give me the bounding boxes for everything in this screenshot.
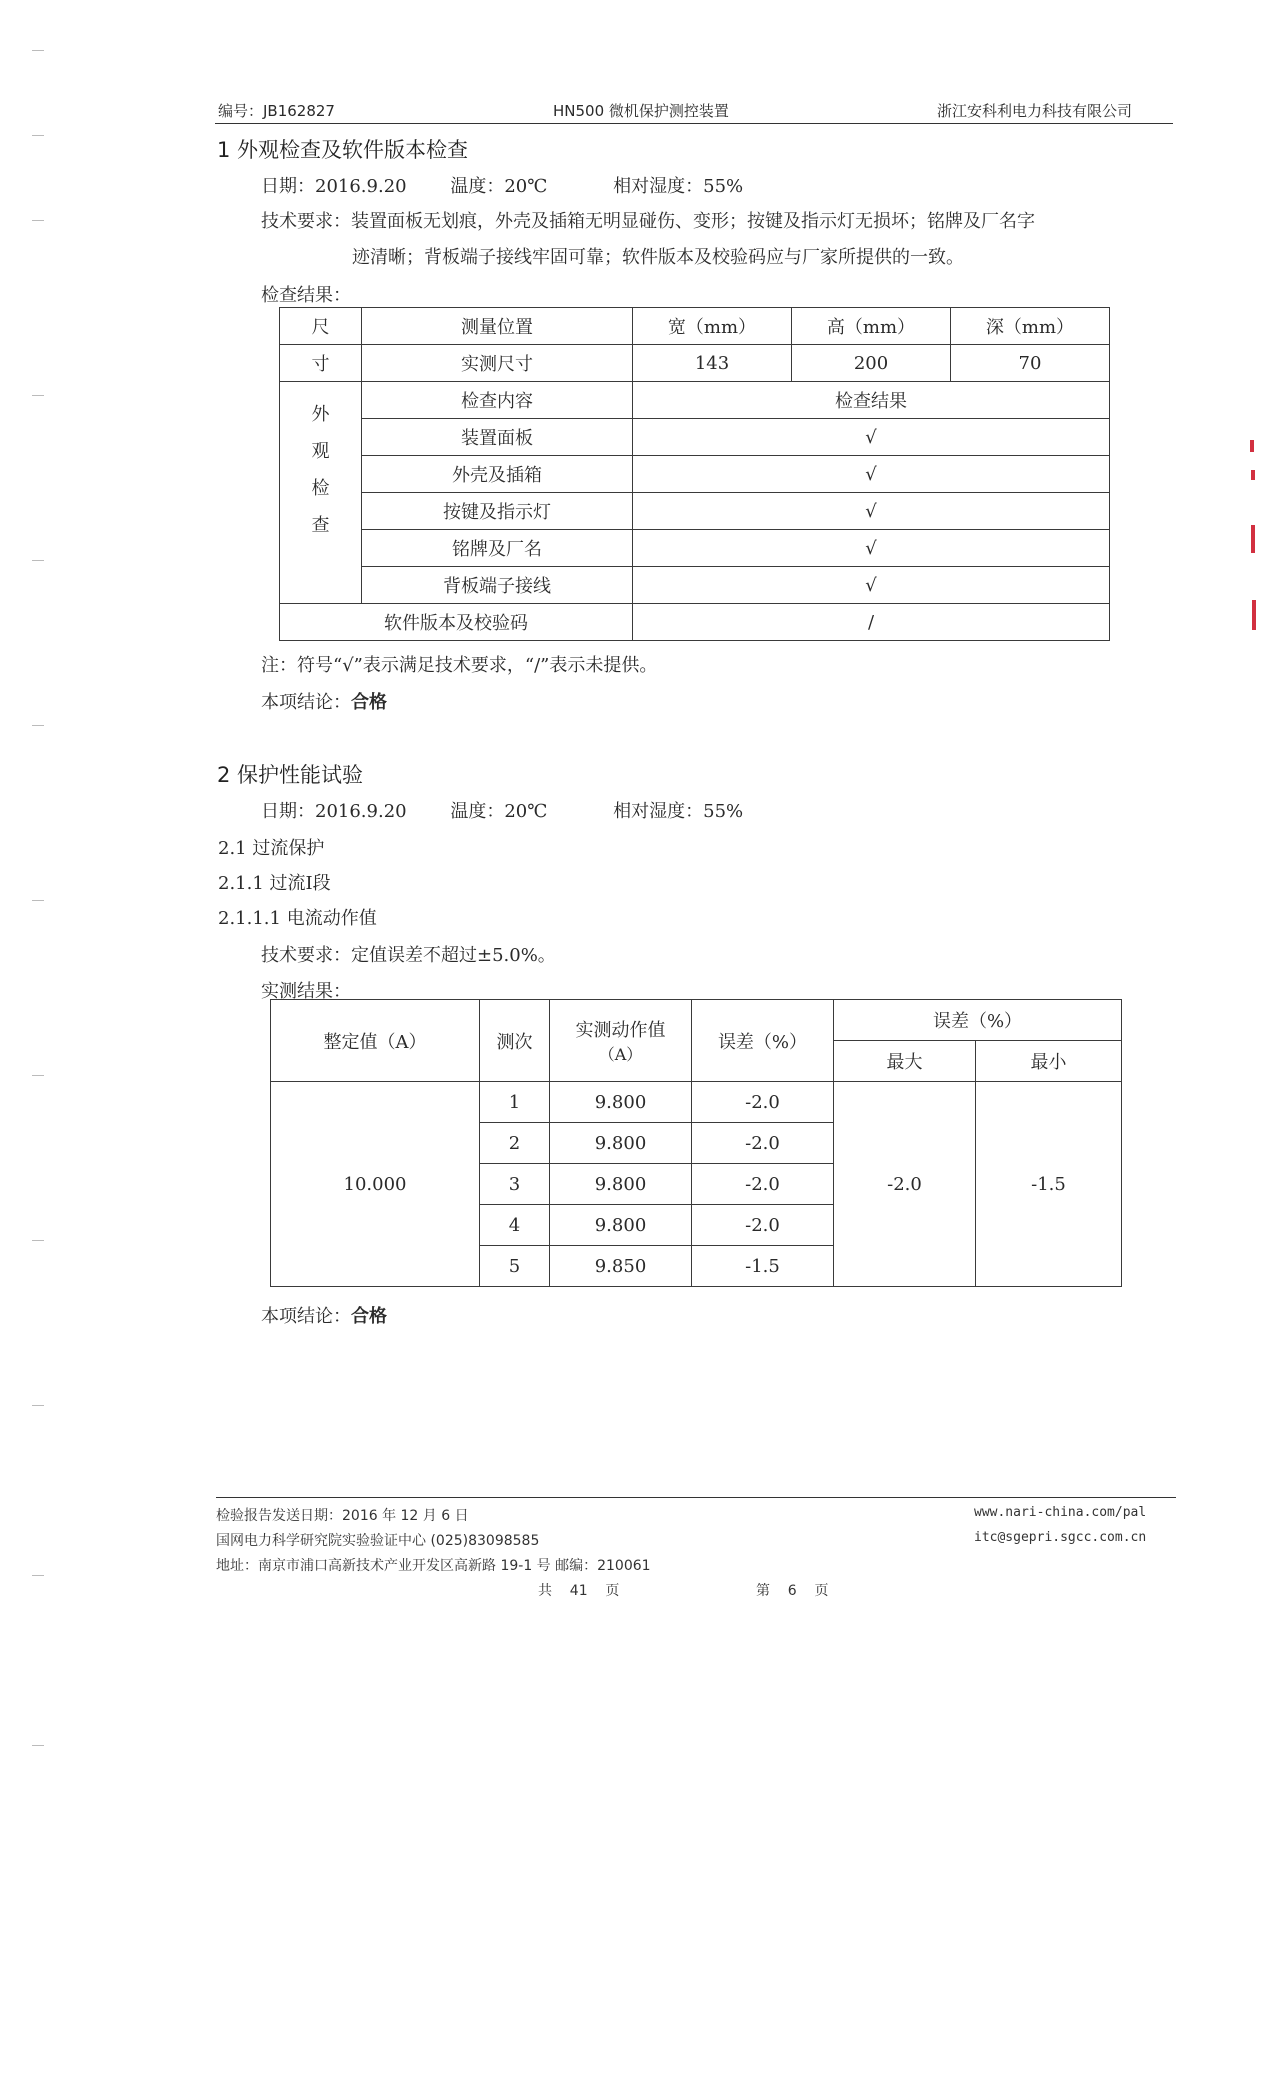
check-result-header: 检查结果 bbox=[633, 382, 1110, 419]
conclusion-label: 本项结论： bbox=[261, 692, 351, 713]
footer-website: www.nari-china.com/pal bbox=[974, 1505, 1147, 1520]
scan-edge-mark bbox=[32, 135, 44, 136]
subsection-2-1-1-1: 2.1.1.1 电流动作值 bbox=[218, 908, 377, 929]
actual-size-label: 实测尺寸 bbox=[362, 345, 633, 382]
times-value: 2 bbox=[480, 1123, 550, 1164]
min-header: 最小 bbox=[976, 1041, 1122, 1082]
section2-humidity: 相对湿度：55% bbox=[613, 801, 744, 822]
section1-date: 日期：2016.9.20 bbox=[261, 176, 407, 197]
scan-red-mark bbox=[1250, 440, 1254, 452]
scan-edge-mark bbox=[32, 1745, 44, 1746]
table-row bbox=[280, 567, 1110, 604]
error-value: -1.5 bbox=[692, 1246, 834, 1287]
scan-edge-mark bbox=[32, 1575, 44, 1576]
scan-edge-mark bbox=[32, 725, 44, 726]
subsection-2-1-1: 2.1.1 过流Ⅰ段 bbox=[218, 873, 331, 894]
depth-value: 70 bbox=[951, 345, 1110, 382]
times-value: 3 bbox=[480, 1164, 550, 1205]
width-header: 宽（mm） bbox=[633, 308, 792, 345]
error-value: -2.0 bbox=[692, 1082, 834, 1123]
scan-edge-mark bbox=[32, 220, 44, 221]
product-name: HN500 微机保护测控装置 bbox=[553, 102, 729, 120]
max-header: 最大 bbox=[834, 1041, 976, 1082]
actual-value-header-line2: （A） bbox=[598, 1045, 643, 1064]
min-error-value: -1.5 bbox=[976, 1082, 1122, 1287]
scan-edge-mark bbox=[32, 1405, 44, 1406]
report-number: 编号：JB162827 bbox=[218, 102, 335, 120]
measure-position-header: 测量位置 bbox=[362, 308, 633, 345]
check-item: 外壳及插箱 bbox=[362, 456, 633, 493]
check-result: √ bbox=[633, 419, 1110, 456]
footer-address: 地址：南京市浦口高新技术产业开发区高新路 19-1 号 邮编：210061 bbox=[216, 1558, 651, 1574]
error-group-header: 误差（%） bbox=[834, 1000, 1122, 1041]
error-header: 误差（%） bbox=[692, 1000, 834, 1082]
error-value: -2.0 bbox=[692, 1164, 834, 1205]
scan-red-mark bbox=[1251, 525, 1255, 553]
scan-edge-mark bbox=[32, 395, 44, 396]
check-content-header: 检查内容 bbox=[362, 382, 633, 419]
section1-temp: 温度：20℃ bbox=[450, 176, 548, 197]
scan-red-mark bbox=[1252, 600, 1256, 630]
conclusion-value: 合格 bbox=[351, 692, 387, 713]
check-item: 装置面板 bbox=[362, 419, 633, 456]
table-row bbox=[280, 493, 1110, 530]
times-header: 测次 bbox=[480, 1000, 550, 1082]
table-row bbox=[280, 419, 1110, 456]
section2-date: 日期：2016.9.20 bbox=[261, 801, 407, 822]
header-rule bbox=[215, 123, 1173, 124]
setting-header: 整定值（A） bbox=[271, 1000, 480, 1082]
footer-center: 国网电力科学研究院实验验证中心 (025)83098585 bbox=[216, 1533, 540, 1549]
check-result: √ bbox=[633, 493, 1110, 530]
actual-value: 9.850 bbox=[550, 1246, 692, 1287]
section1-tech-req-line2: 迹清晰；背板端子接线牢固可靠；软件版本及校验码应与厂家所提供的一致。 bbox=[352, 247, 964, 268]
table-row bbox=[271, 1082, 1122, 1123]
scan-red-mark bbox=[1251, 470, 1255, 480]
check-item: 铭牌及厂名 bbox=[362, 530, 633, 567]
scan-edge-mark bbox=[32, 50, 44, 51]
actual-value: 9.800 bbox=[550, 1123, 692, 1164]
times-value: 5 bbox=[480, 1246, 550, 1287]
appearance-char: 检 bbox=[311, 478, 330, 499]
actual-value: 9.800 bbox=[550, 1205, 692, 1246]
times-value: 1 bbox=[480, 1082, 550, 1123]
conclusion-value: 合格 bbox=[351, 1306, 387, 1327]
check-item: 背板端子接线 bbox=[362, 567, 633, 604]
section1-conclusion bbox=[261, 688, 387, 714]
section2-temp: 温度：20℃ bbox=[450, 801, 548, 822]
section2-conclusion bbox=[261, 1302, 387, 1328]
inspection-table bbox=[279, 307, 1110, 641]
section2-meta bbox=[261, 797, 743, 823]
software-version-label: 软件版本及校验码 bbox=[280, 604, 633, 641]
depth-header: 深（mm） bbox=[951, 308, 1110, 345]
size-label-bottom: 寸 bbox=[280, 345, 362, 382]
actual-value-header-line1: 实测动作值 bbox=[575, 1020, 666, 1041]
section1-result-label: 检查结果： bbox=[261, 285, 351, 306]
actual-value: 9.800 bbox=[550, 1082, 692, 1123]
scan-edge-mark bbox=[32, 900, 44, 901]
setting-value: 10.000 bbox=[271, 1082, 480, 1287]
footer-total-pages: 共 41 页 bbox=[538, 1583, 620, 1599]
footer-page-number: 第 6 页 bbox=[756, 1583, 829, 1599]
section1-tech-req-line1: 技术要求：装置面板无划痕，外壳及插箱无明显碰伤、变形；按键及指示灯无损坏；铭牌及厂名字 bbox=[261, 211, 1035, 232]
table-row bbox=[280, 530, 1110, 567]
section1-title: 1 外观检查及软件版本检查 bbox=[217, 138, 469, 162]
actual-value-header bbox=[550, 1000, 692, 1082]
section2-result-label: 实测结果： bbox=[261, 981, 351, 1002]
appearance-label-cell bbox=[280, 382, 362, 604]
section2-title: 2 保护性能试验 bbox=[217, 763, 364, 787]
times-value: 4 bbox=[480, 1205, 550, 1246]
scan-edge-mark bbox=[32, 560, 44, 561]
appearance-char: 观 bbox=[311, 441, 330, 462]
height-header: 高（mm） bbox=[792, 308, 951, 345]
error-value: -2.0 bbox=[692, 1123, 834, 1164]
width-value: 143 bbox=[633, 345, 792, 382]
check-result: √ bbox=[633, 456, 1110, 493]
section1-note: 注：符号“√”表示满足技术要求，“/”表示未提供。 bbox=[261, 655, 658, 676]
footer-email: itc@sgepri.sgcc.com.cn bbox=[974, 1530, 1147, 1545]
actual-value: 9.800 bbox=[550, 1164, 692, 1205]
check-item: 按键及指示灯 bbox=[362, 493, 633, 530]
error-value: -2.0 bbox=[692, 1205, 834, 1246]
max-error-value: -2.0 bbox=[834, 1082, 976, 1287]
check-result: √ bbox=[633, 567, 1110, 604]
height-value: 200 bbox=[792, 345, 951, 382]
section1-humidity: 相对湿度：55% bbox=[613, 176, 744, 197]
check-result: √ bbox=[633, 530, 1110, 567]
current-action-table bbox=[270, 999, 1122, 1287]
appearance-char: 查 bbox=[311, 515, 330, 536]
scan-edge-mark bbox=[32, 1240, 44, 1241]
footer-send-date: 检验报告发送日期：2016 年 12 月 6 日 bbox=[216, 1508, 469, 1524]
software-version-result: / bbox=[633, 604, 1110, 641]
subsection-2-1: 2.1 过流保护 bbox=[218, 838, 325, 859]
conclusion-label: 本项结论： bbox=[261, 1306, 351, 1327]
size-label-top: 尺 bbox=[280, 308, 362, 345]
company-name: 浙江安科利电力科技有限公司 bbox=[937, 102, 1133, 120]
section2-tech-req: 技术要求：定值误差不超过±5.0%。 bbox=[261, 945, 556, 966]
footer-rule bbox=[216, 1497, 1176, 1498]
section1-meta bbox=[261, 172, 743, 198]
scan-edge-mark bbox=[32, 1075, 44, 1076]
appearance-char: 外 bbox=[311, 404, 330, 425]
table-row bbox=[280, 456, 1110, 493]
